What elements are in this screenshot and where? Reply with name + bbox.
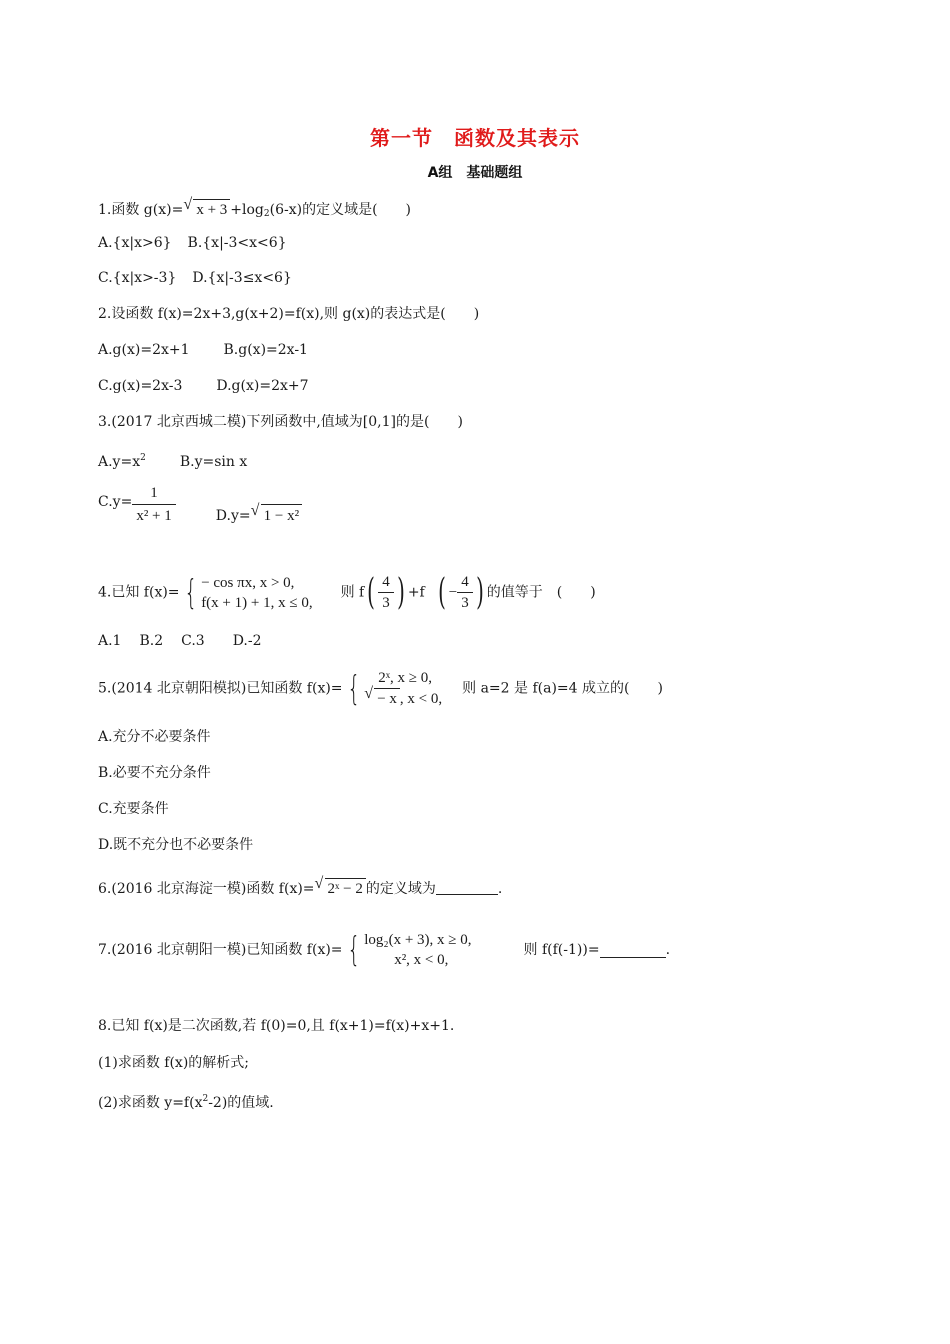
question-8-stem: 8.已知 f(x)是二次函数,若 f(0)=0,且 f(x+1)=f(x)+x+1. [98,1018,455,1034]
q3-option-d-radicand: 1 − x² [261,504,302,527]
q7-stem-b: 则 f(f(-1))= [523,942,600,958]
question-8-part-2 [98,1089,274,1113]
q4-option-d[interactable]: D.-2 [232,633,262,649]
q2-option-c[interactable]: C.g(x)=2x-3 [98,378,183,394]
q3-option-c-numerator: 1 [132,482,175,505]
q4-fraction-1-den: 3 [382,595,390,611]
q8-part-2-b: -2)的值域. [208,1095,274,1111]
question-5-stem [98,668,663,709]
q3-option-d[interactable] [216,504,302,527]
q4-option-c[interactable]: C.3 [181,633,205,649]
q5-option-b[interactable]: B.必要不充分条件 [98,765,211,781]
q4-paren-close-2: ) [475,571,484,613]
question-3-options-cd [98,482,302,527]
q4-paren-open-2: ( [437,571,446,613]
q1-sqrt: √ x + 3 [183,199,230,220]
q5-option-c[interactable]: C.充要条件 [98,801,169,817]
q2-option-d[interactable]: D.g(x)=2x+7 [216,378,309,394]
q4-fraction-1-num: 4 [378,572,394,593]
q6-answer-blank[interactable] [436,880,498,895]
q4-stem-b: 则 f [340,584,365,601]
section-title: 第一节 函数及其表示 [370,126,580,150]
question-3-options-ab [98,448,247,472]
q6-radicand: 2ˣ − 2 [325,878,366,899]
q5-case-2-sqrt: √ − x [364,688,400,709]
question-8-part-1: (1)求函数 f(x)的解析式; [98,1055,249,1071]
q7-case-2: x², x < 0, [394,952,449,968]
q1-radicand: x + 3 [193,199,230,220]
q1-stem-c: (6-x)的定义域是( ) [269,202,412,218]
question-2-stem: 2.设函数 f(x)=2x+3,g(x+2)=f(x),则 g(x)的表达式是( ) [98,306,480,322]
q5-case-1: 2ˣ, x ≥ 0, [378,670,433,686]
q3-option-a-exponent: 2 [140,453,146,463]
q1-stem-a: 1.函数 g(x)= [98,202,184,218]
q7-cases [364,930,471,970]
q1-option-a[interactable]: A.{x|x>6} [98,235,172,251]
question-1-options-ab [98,233,287,253]
question-1-stem [98,196,412,224]
q5-left-brace: { [346,668,360,709]
q3-option-c-prefix: C.y= [98,494,133,510]
q3-option-a[interactable] [98,448,146,472]
q4-paren-open-1: ( [367,571,376,613]
q5-stem-b: 则 a=2 是 f(a)=4 成立的( ) [462,680,663,697]
q1-log-base: 2 [263,209,270,219]
q4-stem-c: +f [407,584,425,601]
q8-part-2-exponent: 2 [202,1094,209,1104]
q7-left-brace: { [346,930,360,970]
q6-sqrt: √ 2ˣ − 2 [315,878,366,899]
q4-fraction-2-num: 4 [457,572,473,593]
q8-part-2-a: (2)求函数 y=f(x [98,1095,203,1111]
q4-case-2: f(x + 1) + 1, x ≤ 0, [201,594,313,611]
question-2-options-ab [98,340,308,360]
question-4-stem [98,572,596,613]
q6-stem-b: 的定义域为 [365,881,436,897]
q4-cases [201,573,312,613]
question-7-stem [98,930,670,970]
q7-stem-c: . [665,942,671,958]
q7-stem-a: 7.(2016 北京朝阳一模)已知函数 f(x)= [98,942,343,958]
question-6-stem [98,875,503,899]
q5-cases [364,668,442,709]
q5-option-d[interactable]: D.既不充分也不必要条件 [98,837,254,853]
q1-option-b[interactable]: B.{x|-3<x<6} [187,235,287,251]
q4-stem-d: 的值等于 ( ) [486,584,596,601]
q7-answer-blank[interactable] [600,943,666,958]
q4-left-brace: { [183,572,197,613]
q6-stem-a: 6.(2016 北京海淀一模)函数 f(x)= [98,881,315,897]
q1-option-d[interactable]: D.{x|-3≤x<6} [192,270,292,286]
q1-stem-b: +log [230,202,264,218]
q3-option-c-fraction [132,482,175,527]
q4-fraction-2 [457,572,473,613]
q3-option-c[interactable] [98,482,176,527]
q5-case-2-tail: , x < 0, [399,691,443,707]
q3-option-d-sqrt: √ 1 − x² [251,504,302,527]
q3-option-b[interactable]: B.y=sin x [179,454,248,470]
group-subtitle: A组 基础题组 [427,165,523,181]
q4-fraction-2-den: 3 [461,595,469,611]
q3-option-a-text: A.y=x [98,454,141,470]
q4-fraction-1 [378,572,394,613]
question-2-options-cd [98,376,309,396]
q2-option-a[interactable]: A.g(x)=2x+1 [98,342,190,358]
q5-case-2-radicand: − x [374,688,400,709]
q3-option-c-denominator: x² + 1 [136,508,172,524]
q7-case-1: log₂(x + 3), x ≥ 0, [364,932,472,948]
q4-option-a[interactable]: A.1 [98,633,122,649]
q5-option-a[interactable]: A.充分不必要条件 [98,729,211,745]
question-1-options-cd [98,268,292,288]
q4-paren-close-1: ) [396,571,405,613]
question-4-options [98,631,262,651]
q4-option-b[interactable]: B.2 [139,633,164,649]
q3-option-d-prefix: D.y= [215,508,251,524]
q1-option-c[interactable]: C.{x|x>-3} [98,270,177,286]
question-3-stem: 3.(2017 北京西城二模)下列函数中,值域为[0,1]的是( ) [98,414,463,430]
q5-stem-a: 5.(2014 北京朝阳模拟)已知函数 f(x)= [98,680,343,697]
q6-stem-c: . [497,881,503,897]
q2-option-b[interactable]: B.g(x)=2x-1 [223,342,308,358]
q4-case-1: − cos πx, x > 0, [201,574,295,591]
q4-arg2-prefix: − [448,584,458,601]
q4-stem-a: 4.已知 f(x)= [98,584,180,601]
